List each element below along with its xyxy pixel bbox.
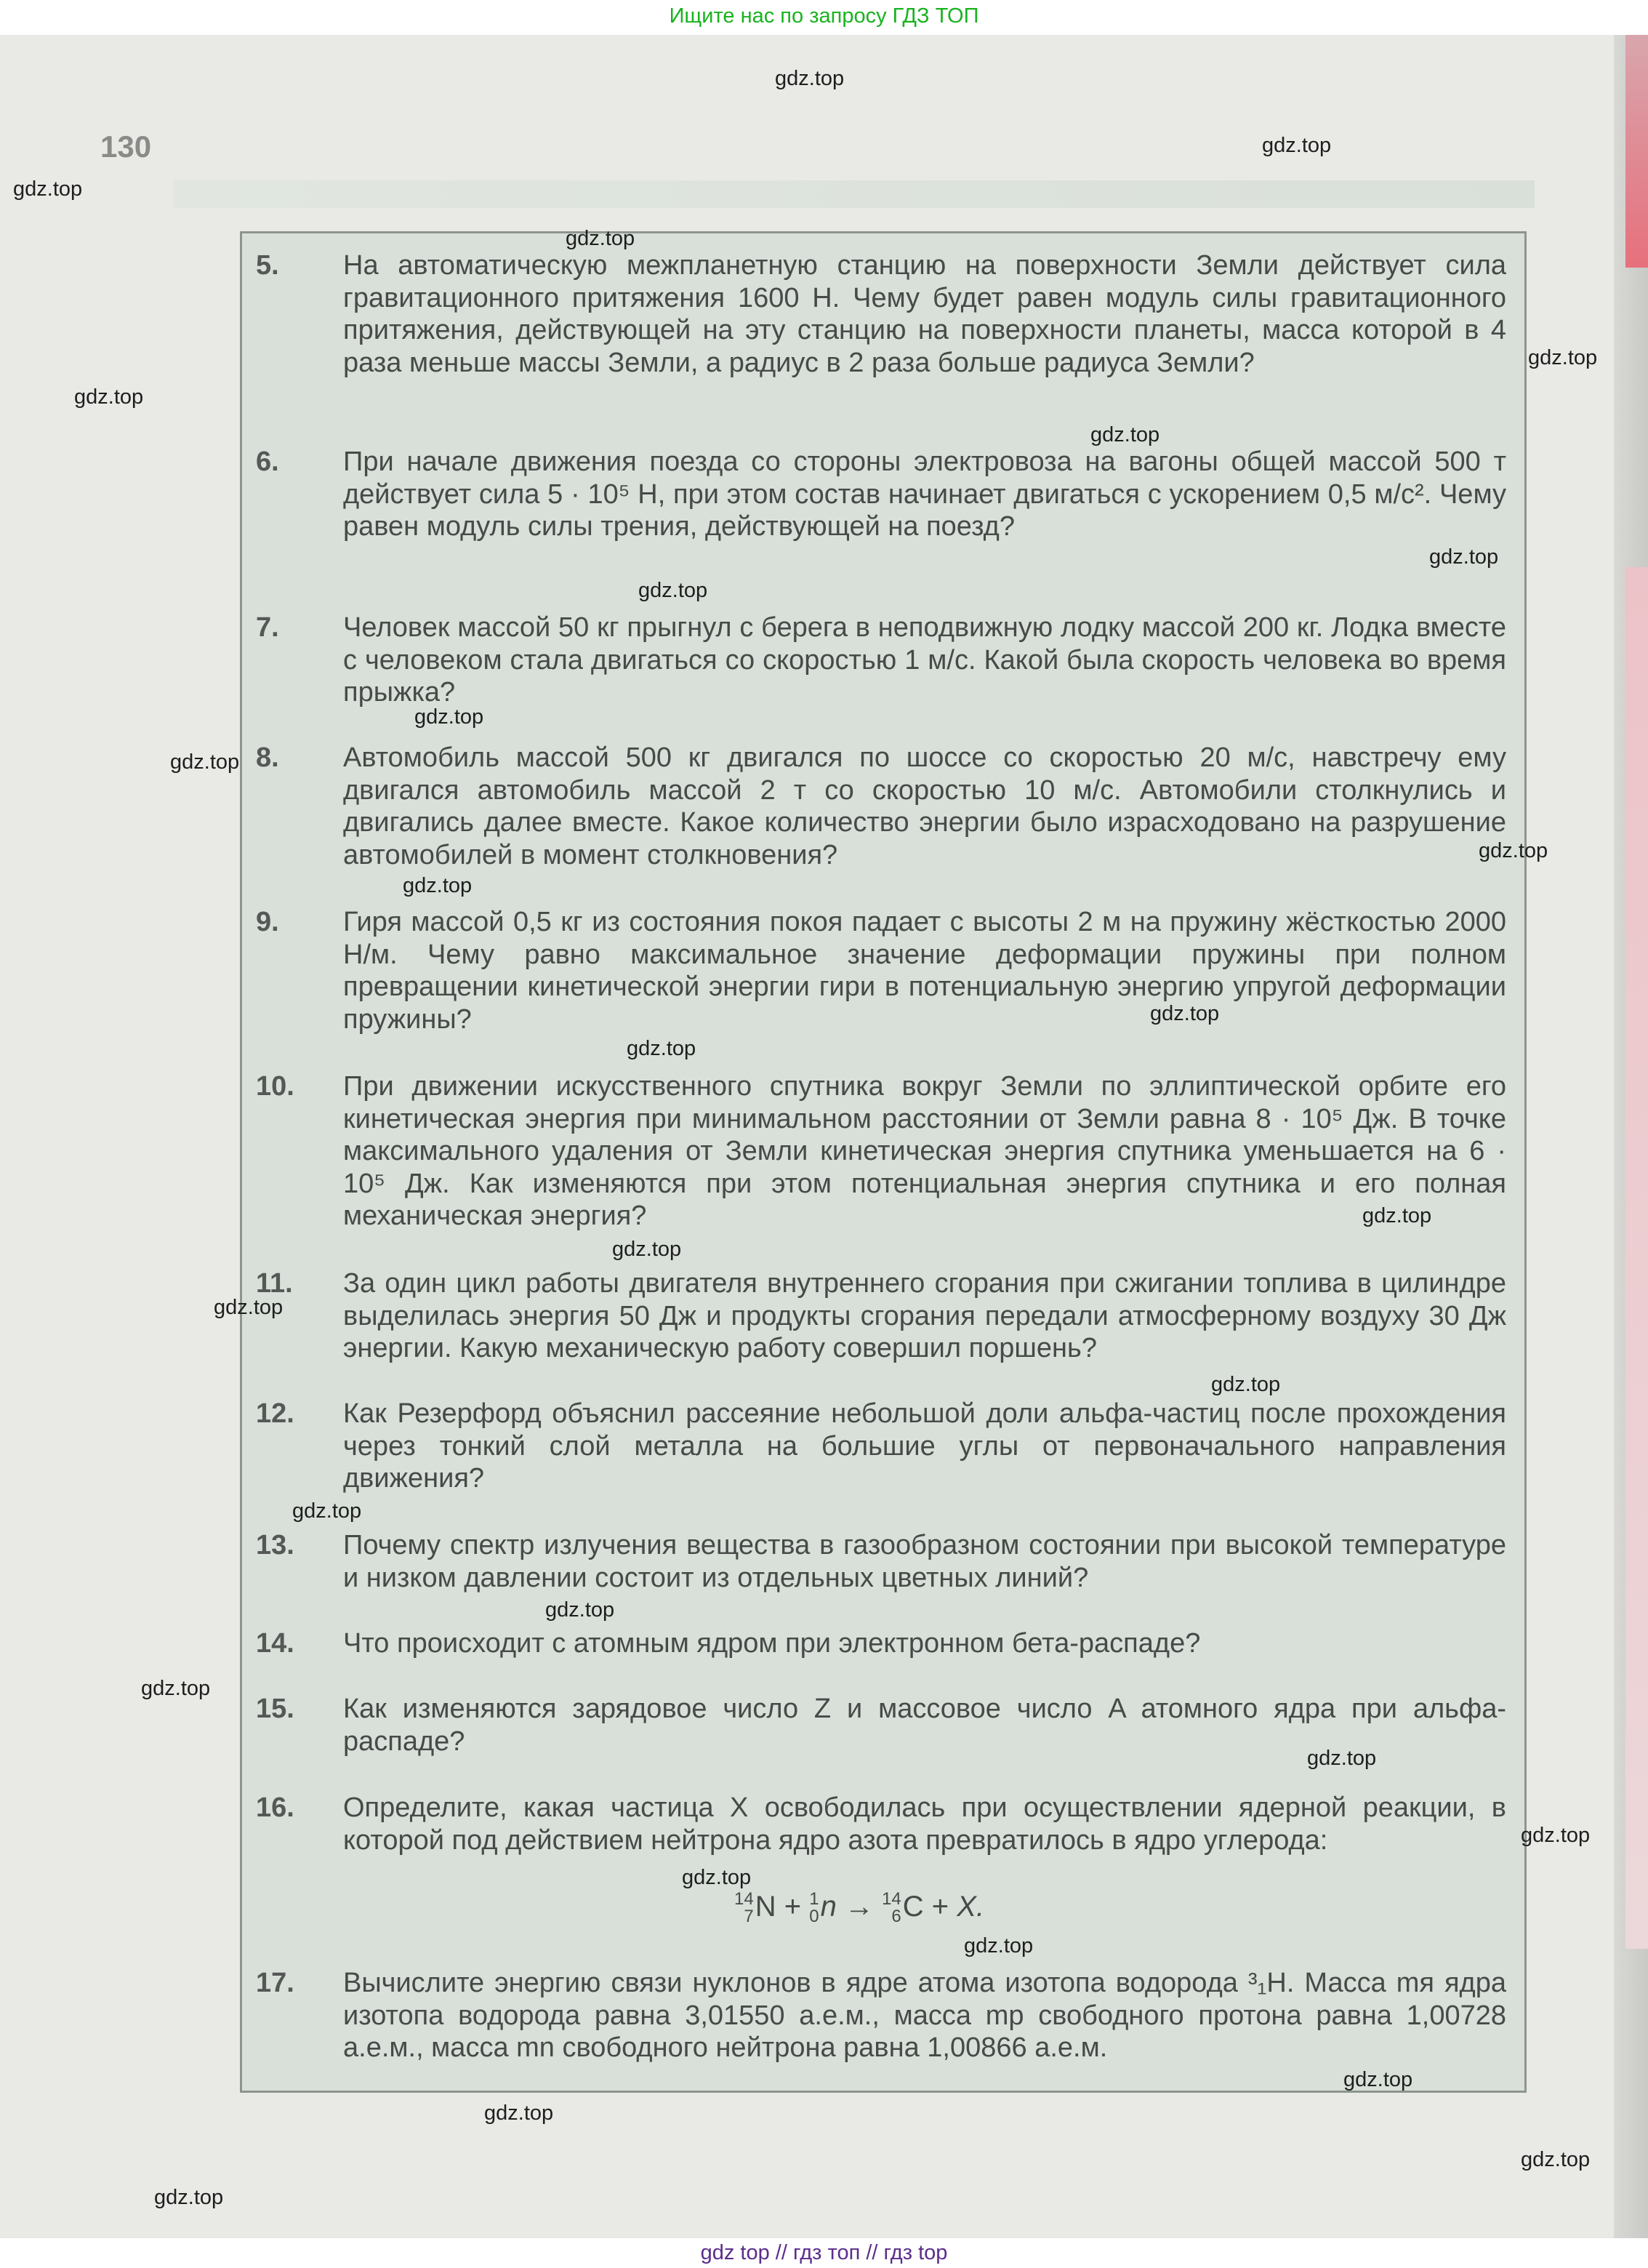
header-stripe: [173, 180, 1535, 208]
task-text: Человек массой 50 кг прыгнул с берега в неподвижную лодку массой 200 кг. Лодка вместе с человеком стала двигаться со скоростью 1 м/с. Какой была скорость человека во время прыжка?: [343, 612, 1506, 708]
task-number: 11.: [256, 1268, 293, 1299]
footer-links[interactable]: gdz top // гдз топ // гдз top: [0, 2238, 1648, 2268]
watermark: gdz.top: [1090, 423, 1160, 446]
watermark: gdz.top: [170, 750, 240, 774]
task-number: 16.: [256, 1792, 294, 1823]
watermark: gdz.top: [1528, 346, 1598, 369]
task-number: 15.: [256, 1694, 294, 1724]
task-number: 17.: [256, 1968, 294, 1998]
task-6: [256, 446, 1521, 543]
task-number: 8.: [256, 742, 279, 773]
watermark: gdz.top: [566, 227, 635, 250]
watermark: gdz.top: [1307, 1747, 1377, 1770]
watermark: gdz.top: [627, 1037, 696, 1060]
watermark: gdz.top: [13, 177, 83, 201]
task-text: При движении искусственного спутника вокруг Земли по эллиптической орбите его кинетическая энергия при минимальном расстоянии от Земли равна 8 · 10⁵ Дж. В точке максимального удаления от Земли кинетическая энергия спутника уменьшается на 6 · 10⁵ Дж. Как изменяются при этом потенциальная энергия спутника и его полная механическая энергия?: [343, 1071, 1506, 1231]
watermark: gdz.top: [1521, 1824, 1591, 1847]
task-text: Что происходит с атомным ядром при электронном бета-распаде?: [343, 1628, 1201, 1659]
watermark: gdz.top: [403, 874, 473, 897]
watermark: gdz.top: [1521, 2148, 1591, 2171]
task-12: [256, 1398, 1521, 1495]
task-text: При начале движения поезда со стороны электровоза на вагоны общей массой 500 т действует сила 5 · 10⁵ Н, при этом состав начинает двигаться с ускорением 0,5 м/с². Чему равен модуль силы трения, действующей на поезд?: [343, 446, 1506, 542]
watermark: gdz.top: [638, 579, 708, 602]
watermark: gdz.top: [682, 1866, 752, 1889]
task-number: 9.: [256, 907, 279, 937]
task-number: 5.: [256, 250, 279, 281]
watermark: gdz.top: [1150, 1002, 1220, 1025]
task-text: Как Резерфорд объяснил рассеяние небольшой доли альфа-частиц после прохождения через тонкий слой металла на большие углы от первоначального направления движения?: [343, 1398, 1506, 1494]
task-number: 12.: [256, 1398, 294, 1429]
watermark: gdz.top: [214, 1296, 284, 1319]
page-edge-tab-red: [1625, 35, 1648, 268]
task-number: 6.: [256, 446, 279, 477]
task-10: [256, 1070, 1521, 1233]
page-edge-tab-pink: [1625, 567, 1648, 1949]
task-text: Вычислите энергию связи нуклонов в ядре атома изотопа водорода ³₁H. Масса mя ядра изотопа водорода равна 3,01550 а.е.м., масса mp свободного протона равна 1,00728 а.е.м., масса mn свободного нейтрона равна 1,00866 а.е.м.: [343, 1968, 1506, 2063]
task-text: За один цикл работы двигателя внутреннего сгорания при сжигании топлива в цилиндре выделилась энергия 50 Дж и продукты сгорания передали атмосферному воздуху 30 Дж энергии. Какую механическую работу совершил поршень?: [343, 1268, 1506, 1363]
task-text: Почему спектр излучения вещества в газообразном состоянии при высокой температуре и низком давлении состоит из отдельных цветных линий?: [343, 1530, 1506, 1593]
watermark: gdz.top: [1211, 1373, 1281, 1396]
task-14: [256, 1627, 1521, 1660]
task-text: Автомобиль массой 500 кг двигался по шоссе со скоростью 20 м/с, навстречу ему двигался автомобиль массой 2 т со скоростью 10 м/с. Автомобили столкнулись и двигались далее вместе. Какое количество энергии было израсходовано на разрушение автомобилей в момент столкновения?: [343, 742, 1506, 870]
watermark: gdz.top: [1362, 1204, 1432, 1227]
watermark: gdz.top: [1429, 545, 1499, 569]
task-8: [256, 742, 1521, 871]
task-11: [256, 1267, 1521, 1365]
task-number: 7.: [256, 612, 279, 643]
watermark: gdz.top: [1343, 2068, 1413, 2091]
watermark: gdz.top: [74, 385, 144, 409]
watermark: gdz.top: [964, 1934, 1034, 1958]
watermark: gdz.top: [292, 1499, 362, 1523]
task-9: [256, 906, 1521, 1035]
watermark: gdz.top: [484, 2101, 554, 2125]
watermark: gdz.top: [612, 1238, 682, 1261]
task-7: [256, 612, 1521, 709]
task-text: Гиря массой 0,5 кг из состояния покоя падает с высоты 2 м на пружину жёсткостью 2000 Н/м. Чему равно максимальное значение деформации пружины при полном превращении кинетической энергии гири в потенциальную энергию упругой деформации пружины?: [343, 907, 1506, 1035]
watermark: gdz.top: [141, 1677, 211, 1700]
task-5: [256, 249, 1521, 379]
watermark: gdz.top: [1262, 134, 1332, 157]
page-number: 130: [100, 129, 152, 164]
watermark: gdz.top: [414, 705, 484, 729]
nuclear-reaction-formula: 14 7 N + 1 0 n → 14 6 C + X.: [734, 1889, 985, 1927]
top-banner[interactable]: Ищите нас по запросу ГДЗ ТОП: [669, 4, 979, 28]
task-17: [256, 1967, 1521, 2064]
watermark: gdz.top: [154, 2186, 224, 2209]
task-number: 14.: [256, 1628, 294, 1659]
task-number: 10.: [256, 1071, 294, 1102]
task-text: На автоматическую межпланетную станцию на поверхности Земли действует сила гравитационного притяжения 1600 Н. Чему будет равен модуль силы гравитационного притяжения, действующей на эту станцию на поверхности планеты, масса которой в 4 раза меньше массы Земли, а радиус в 2 раза больше радиуса Земли?: [343, 250, 1506, 378]
task-number: 13.: [256, 1530, 294, 1560]
watermark: gdz.top: [1479, 839, 1548, 862]
watermark: gdz.top: [775, 67, 845, 90]
task-text: Как изменяются зарядовое число Z и массовое число A атомного ядра при альфа-распаде?: [343, 1694, 1506, 1757]
task-16: [256, 1792, 1521, 1856]
task-13: [256, 1529, 1521, 1594]
task-text: Определите, какая частица X освободилась при осуществлении ядерной реакции, в которой под действием нейтрона ядро азота превратилось в ядро углерода:: [343, 1792, 1506, 1856]
watermark: gdz.top: [545, 1598, 615, 1622]
